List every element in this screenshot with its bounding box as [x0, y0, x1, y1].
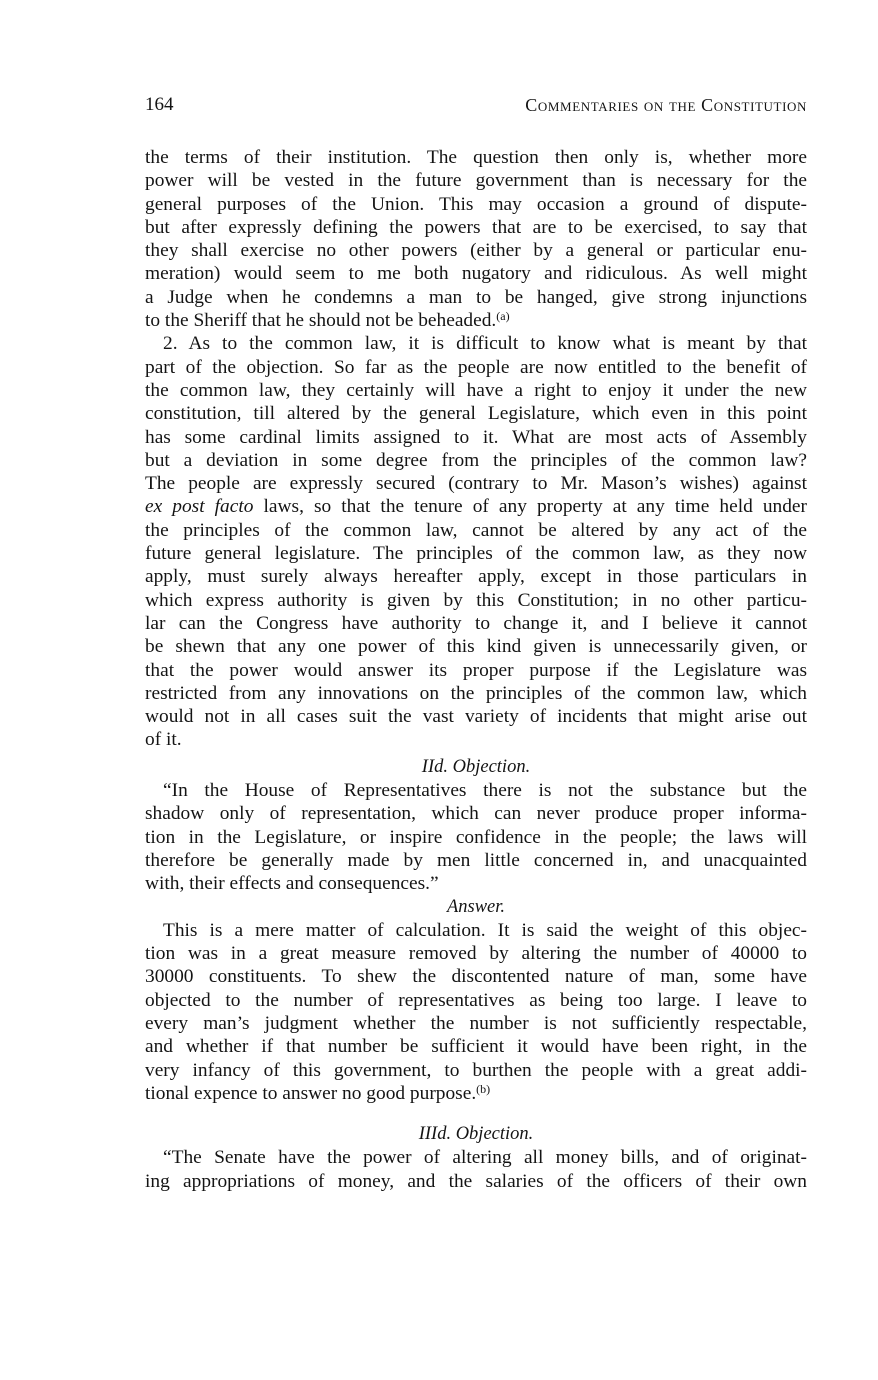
section-heading: IIId. Objection. — [418, 1124, 534, 1145]
text-line: but a deviation in some degree from the principles of the common law? — [145, 449, 807, 471]
footnote-mark: (a) — [496, 309, 510, 324]
text-line: be shewn that any one power of this kind given is unnecessarily given, or — [145, 636, 807, 658]
text-line: the principles of the common law, cannot be altered by any act of the — [145, 519, 807, 541]
running-title: Commentaries on the Constitution — [525, 95, 807, 115]
text-line: ing appropriations of money, and the salaries of the officers of their own — [145, 1170, 807, 1192]
text-line: with, their effects and consequences.” — [145, 873, 439, 895]
text-line: The people are expressly secured (contrary to Mr. Mason’s wishes) against — [145, 473, 807, 495]
running-head — [145, 94, 807, 122]
text-line: the common law, they certainly will have a right to enjoy it under the new — [145, 379, 807, 401]
text-line: they shall exercise no other powers (either by a general or particular enu- — [145, 240, 807, 262]
objection-3 — [145, 1123, 807, 1193]
text-line — [145, 495, 807, 518]
section-heading: Answer. — [446, 896, 506, 917]
text-line: and whether if that number be sufficient it would have been right, in the — [145, 1036, 807, 1058]
text-line: general purposes of the Union. This may occasion a ground of dispute- — [145, 193, 807, 215]
text-line: very infancy of this government, to burthen the people with a great addi- — [145, 1059, 807, 1081]
text-line: shadow only of representation, which can never produce proper informa- — [145, 803, 807, 825]
text-line: tion was in a great measure removed by altering the number of 40000 to — [145, 943, 807, 965]
text-line: would not in all cases suit the vast variety of incidents that might arise out — [145, 706, 807, 728]
text-line: meration) would seem to me both nugatory and ridiculous. As well might — [145, 263, 807, 285]
section-heading: IId. Objection. — [421, 756, 531, 777]
text-line-content: laws, so that the tenure of any property at any time held under — [253, 496, 807, 518]
answer — [145, 896, 807, 1106]
text-line-content: tional expence to answer no good purpose. — [145, 1082, 477, 1104]
text-line: lar can the Congress have authority to change it, and I believe it cannot — [145, 612, 807, 634]
footnote-mark: (b) — [476, 1081, 491, 1096]
text-line: 2. As to the common law, it is difficult to know what is meant by that — [163, 333, 807, 355]
text-line: “The Senate have the power of altering all money bills, and of originat- — [163, 1147, 807, 1169]
text-line: apply, must surely always hereafter apply, except in those particulars in — [145, 566, 807, 588]
text-line-content: to the Sheriff that he should not be beheaded. — [145, 310, 497, 332]
text-line: has some cardinal limits assigned to it. What are most acts of Assembly — [145, 426, 807, 448]
text-line: the terms of their institution. The question then only is, whether more — [145, 147, 807, 168]
text-line: a Judge when he condemns a man to be hanged, give strong injunctions — [145, 286, 807, 308]
text-line: This is a mere matter of calculation. It is said the weight of this objec- — [163, 919, 807, 941]
text-line: restricted from any innovations on the principles of the common law, which — [145, 682, 807, 704]
text-line: objected to the number of representatives as being too large. I leave to — [145, 989, 807, 1011]
body-text — [145, 146, 807, 1193]
text-line: tion in the Legislature, or inspire confidence in the people; the laws will — [145, 826, 807, 848]
text-line: therefore be generally made by men little concerned in, and unacquainted — [145, 849, 807, 871]
paragraph-1 — [145, 146, 807, 332]
text-line: 30000 constituents. To shew the discontented nature of man, some have — [145, 966, 807, 988]
text-line: that the power would answer its proper purpose if the Legislature was — [145, 659, 807, 681]
text-line: of it. — [145, 729, 182, 751]
text-line: future general legislature. The principles of the common law, as they now — [145, 543, 807, 565]
text-line: “In the House of Representatives there is not the substance but the — [163, 780, 807, 802]
objection-2 — [145, 756, 807, 896]
text-line: which express authority is given by this Constitution; in no other particu- — [145, 589, 807, 611]
text-line: every man’s judgment whether the number is not sufficiently respectable, — [145, 1012, 807, 1034]
text-line — [145, 1082, 807, 1105]
italic-phrase: ex post facto — [145, 496, 254, 518]
paragraph-2 — [145, 332, 807, 751]
text-line: part of the objection. So far as the people are now entitled to the benefit of — [145, 356, 807, 378]
text-line: power will be vested in the future government than is necessary for the — [145, 170, 807, 192]
spacer — [145, 1105, 807, 1123]
page-number: 164 — [145, 94, 174, 115]
text-line — [145, 309, 807, 332]
text-line: but after expressly defining the powers that are to be exercised, to say that — [145, 216, 807, 238]
text-line: constitution, till altered by the general Legislature, which even in this point — [145, 403, 807, 425]
